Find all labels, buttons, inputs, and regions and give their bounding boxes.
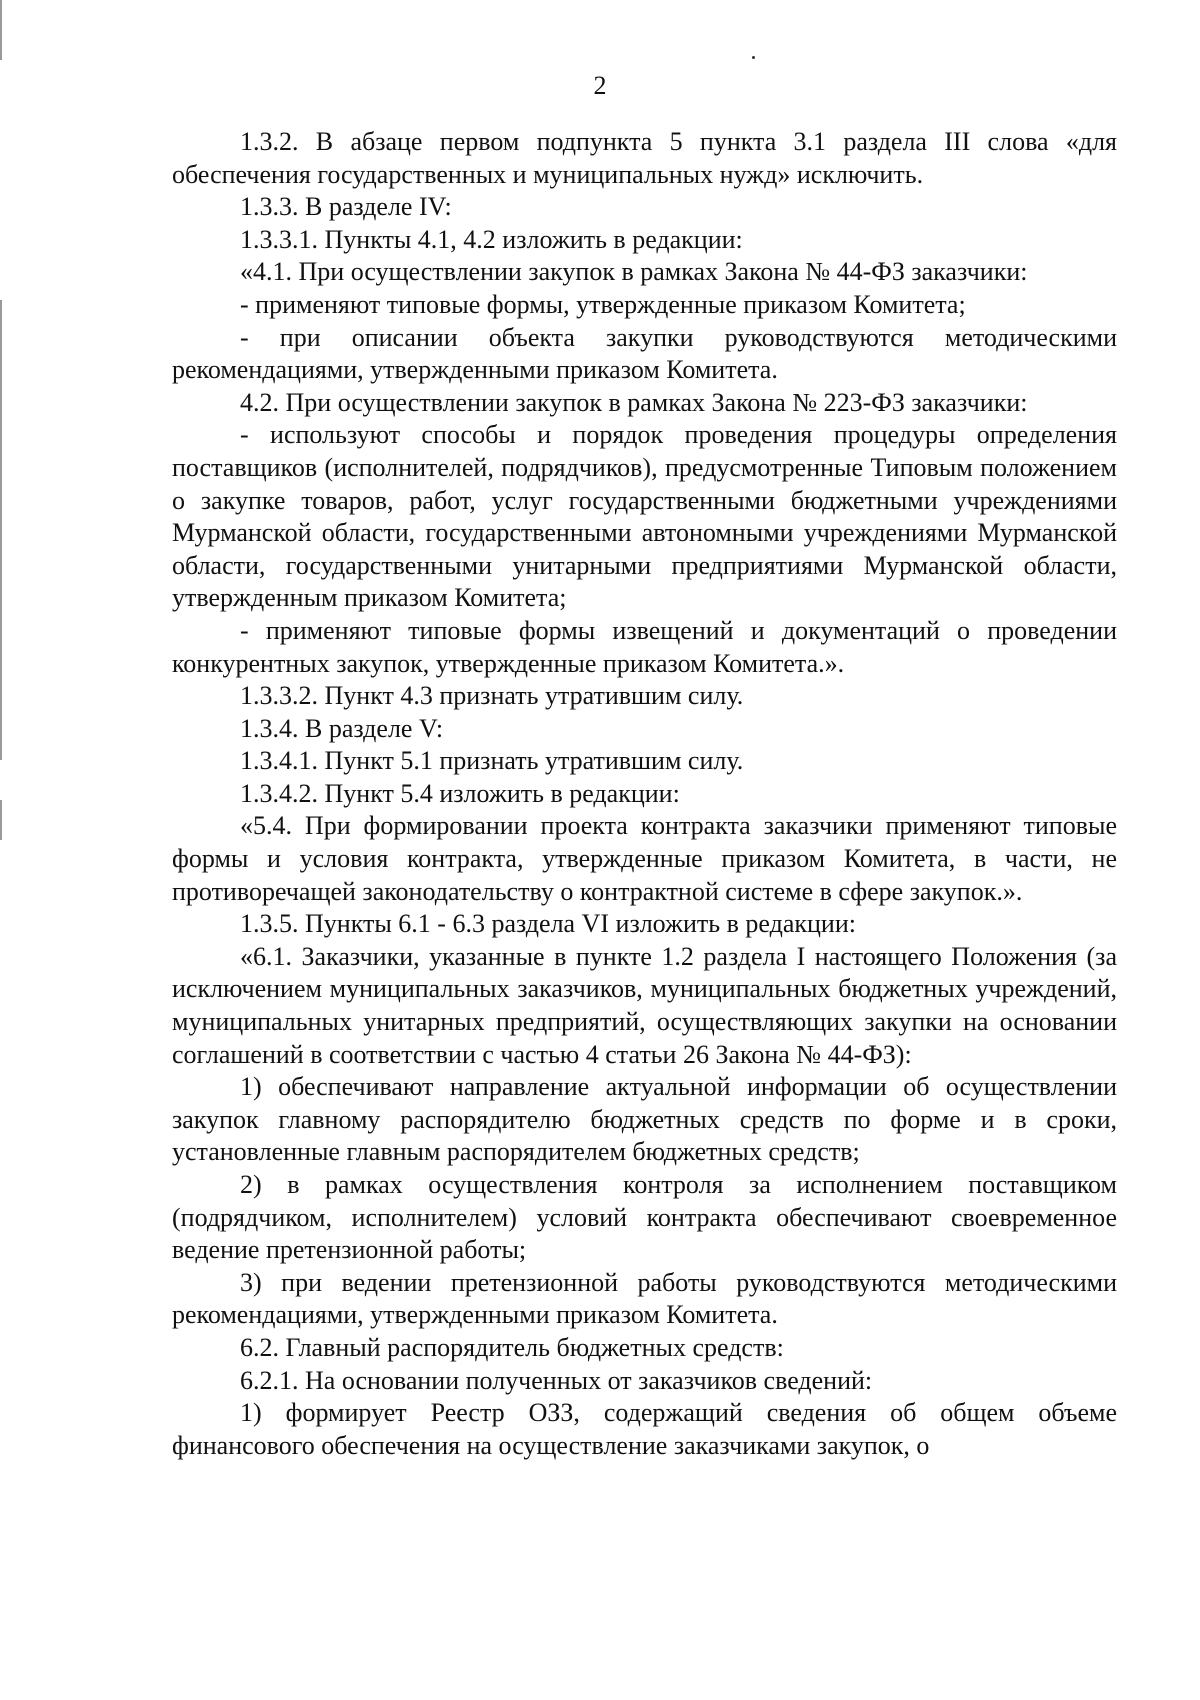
paragraph: 1.3.5. Пункты 6.1 - 6.3 раздела VI изложить в редакции:	[240, 909, 856, 939]
paragraph: 6.2.1. На основании полученных от заказчиков сведений:	[240, 1365, 873, 1395]
paragraph: 1.3.3.2. Пункт 4.3 признать утратившим силу.	[240, 681, 744, 711]
paragraph: 6.2. Главный распорядитель бюджетных средств:	[240, 1332, 784, 1362]
scan-edge-mark	[0, 0, 2, 60]
paragraph: - при описании объекта закупки руководствуются методическими рекомендациями, утвержденными приказом Комитета.	[172, 322, 1117, 385]
paragraph: 1.3.4.1. Пункт 5.1 признать утратившим силу.	[240, 746, 744, 776]
scan-edge-mark	[0, 300, 2, 760]
page-number: 2	[593, 71, 607, 100]
paragraph: 1) обеспечивают направление актуальной информации об осуществлении закупок главному распорядителю бюджетных средств по форме и в сроки, установленные главным распорядителем бюджетных средств;	[172, 1072, 1117, 1167]
paragraph: 1.3.4. В разделе V:	[240, 713, 444, 743]
paragraph: 3) при ведении претензионной работы руководствуются методическими рекомендациями, утвержденными приказом Комитета.	[172, 1267, 1117, 1330]
paragraph: 1.3.2. В абзаце первом подпункта 5 пункта 3.1 раздела III слова «для обеспечения государственных и муниципальных нужд» исключить.	[172, 127, 1117, 189]
document-body	[172, 126, 1117, 1462]
scan-speck	[752, 56, 755, 59]
paragraph: 1.3.3.1. Пункты 4.1, 4.2 изложить в редакции:	[240, 224, 743, 254]
paragraph: «4.1. При осуществлении закупок в рамках Закона № 44-ФЗ заказчики:	[240, 257, 1028, 287]
paragraph: 4.2. При осуществлении закупок в рамках Закона № 223-ФЗ заказчики:	[240, 387, 1028, 417]
paragraph: - применяют типовые формы, утвержденные приказом Комитета;	[240, 289, 966, 319]
paragraph: «5.4. При формировании проекта контракта заказчики применяют типовые формы и условия контракта, утвержденные приказом Комитета, в части, не противоречащей законодательству о контрактной системе в сфере закупок.».	[172, 811, 1117, 906]
paragraph: 2) в рамках осуществления контроля за исполнением поставщиком (подрядчиком, исполнителем) условий контракта обеспечивают своевременное ведение претензионной работы;	[172, 1170, 1117, 1265]
paragraph: 1.3.3. В разделе IV:	[240, 192, 452, 222]
paragraph: 1.3.4.2. Пункт 5.4 изложить в редакции:	[240, 778, 680, 808]
paragraph: «6.1. Заказчики, указанные в пункте 1.2 раздела I настоящего Положения (за исключением муниципальных заказчиков, муниципальных бюджетных учреждений, муниципальных унитарных предприятий, осуществляющих закупки на основании соглашений в соответствии с частью 4 статьи 26 Закона № 44-ФЗ):	[172, 941, 1117, 1069]
paragraph: - применяют типовые формы извещений и документаций о проведении конкурентных закупок, утвержденные приказом Комитета.».	[172, 615, 1117, 678]
paragraph: 1) формирует Реестр ОЗЗ, содержащий сведения об общем объеме финансового обеспечения на осуществление заказчиками закупок, о	[172, 1398, 1117, 1460]
paragraph: - используют способы и порядок проведения процедуры определения поставщиков (исполнителей, подрядчиков), предусмотренные Типовым положением о закупке товаров, работ, услуг государственными бюджетными учреждениями Мурманской области, государственными автономными учреждениями Мурманской области, государственными унитарными предприятиями Мурманской области, утвержденным приказом Комитета;	[172, 420, 1117, 613]
scan-edge-mark	[0, 800, 2, 840]
